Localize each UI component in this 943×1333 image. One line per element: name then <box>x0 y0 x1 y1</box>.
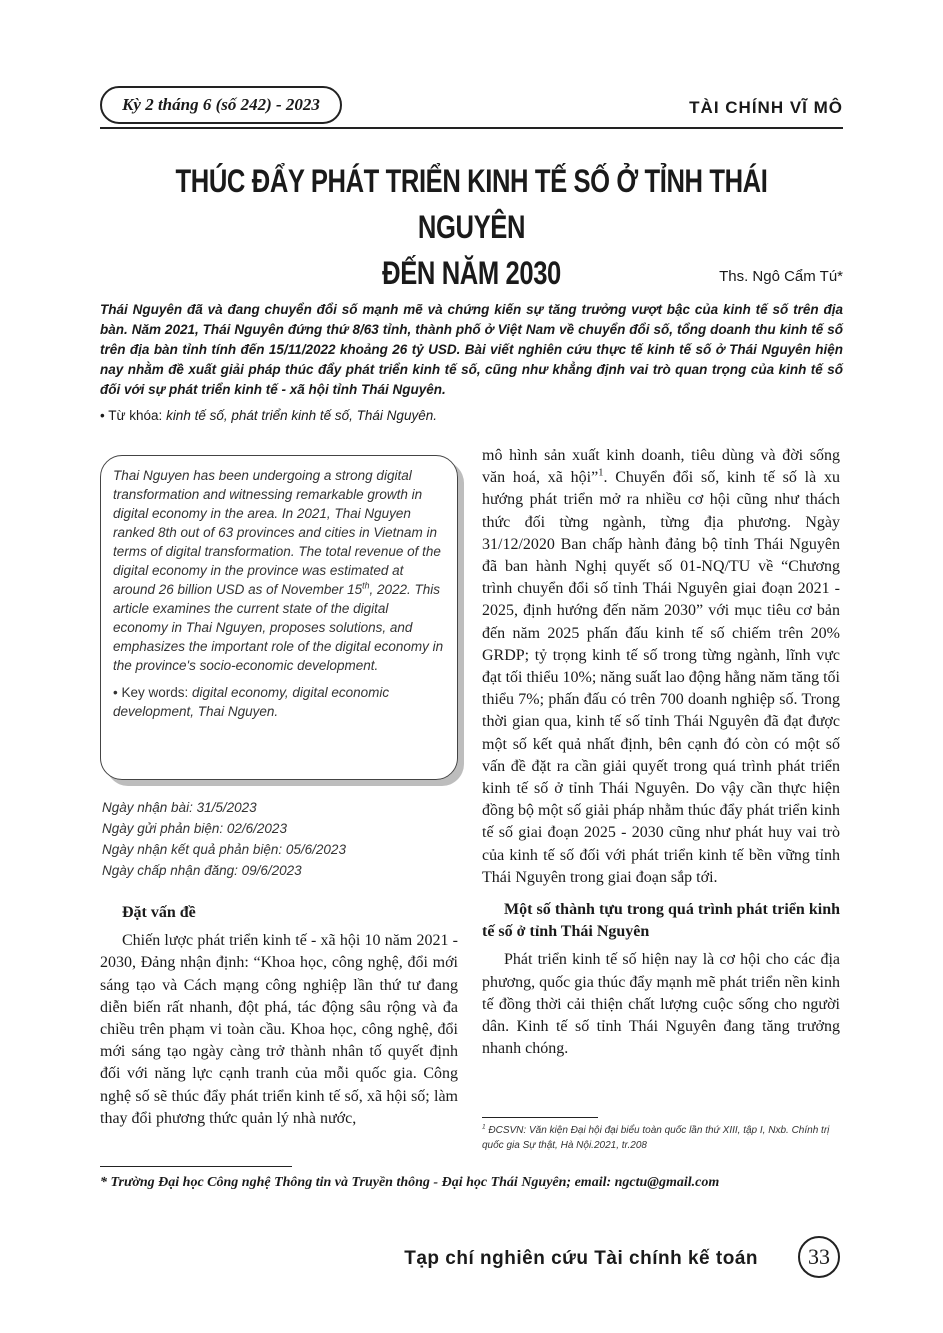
issue-badge: Kỳ 2 tháng 6 (số 242) - 2023 <box>100 86 342 124</box>
author: Ths. Ngô Cẩm Tú* <box>719 268 843 285</box>
date-accepted: Ngày chấp nhận đăng: 09/6/2023 <box>102 863 302 878</box>
article-title <box>174 158 768 296</box>
date-review-result: Ngày nhận kết quả phản biện: 05/6/2023 <box>102 842 346 857</box>
paragraph: Chiến lược phát triển kinh tế - xã hội 10 năm 2021 - 2030, Đảng nhận định: “Khoa học, công nghệ, đổi mới sáng tạo và Cách mạng công nghiệp lần thứ tư đang diễn biến rất nhanh, đột phá, tác động sâu rộng và đa chiều trên phạm vi toàn cầu. Khoa học, công nghệ, đổi mới sáng tạo ngày càng trở thành nhân tố quyết định đối với năng lực cạnh tranh của mỗi quốc gia. Công nghệ số sẽ thúc đẩy phát triển kinh tế số, xã hội số; làm thay đổi phương thức quản lý nhà nước, <box>100 932 458 1127</box>
left-column <box>100 902 458 1130</box>
footnote-divider <box>482 1117 598 1118</box>
author-affiliation: * Trường Đại học Công nghệ Thông tin và Truyền thông - Đại học Thái Nguyên; email: ngctu@gmail.com <box>100 1175 720 1190</box>
keywords-label: • Từ khóa: <box>100 408 163 423</box>
title-line-2: ĐẾN NĂM 2030 <box>382 255 561 291</box>
footnote-reference: $^1$ ĐCSVN: Văn kiện Đại hội đại biểu toàn quốc lần thứ XIII, tập I, Nxb. Chính trị quốc gia Sự thật, Hà Nội.2021, tr.208 <box>482 1123 830 1151</box>
keywords-value: kinh tế số, phát triển kinh tế số, Thái Nguyên. <box>166 408 437 423</box>
author-note-divider <box>100 1166 292 1167</box>
abstract-english: Thai Nguyen has been undergoing a strong digital transformation and witnessing remarkable growth in digital economy in the area. In 2021, Thai Nguyen ranked 8th out of 63 provinces and cities in Vietnam in terms of digital transformation. The total revenue of the digital economy in the province was estimated at around 26 billion USD as of November 15th, 2022. This article examines the current state of the digital economy in Thai Nguyen, proposes solutions, and emphasizes the important role of the digital economy in the province's socio-economic development. <box>113 468 444 673</box>
section-heading-achievements: Một số thành tựu trong quá trình phát triển kinh tế số ở tỉnh Thái Nguyên <box>482 901 840 941</box>
journal-name: Tạp chí nghiên cứu Tài chính kế toán <box>404 1248 758 1269</box>
keywords-english-value: digital economy, digital economic development, Thai Nguyen. <box>113 685 390 719</box>
date-received: Ngày nhận bài: 31/5/2023 <box>102 800 257 815</box>
keywords-vietnamese <box>100 406 437 426</box>
keywords-english-label: • Key words: <box>113 685 189 700</box>
paragraph: Phát triển kinh tế số hiện nay là cơ hội cho các địa phương, quốc gia thúc đẩy mạnh mẽ phát triển nền kinh tế đồng thời cải thiện chất lượng cuộc sống cho người dân. Kinh tế số tỉnh Thái Nguyên đang tăng trưởng nhanh chóng. <box>482 951 840 1058</box>
paragraph: mô hình sản xuất kinh doanh, tiêu dùng và đời sống văn hoá, xã hội”$^1$. Chuyển đổi số, kinh tế số là xu hướng phát triển mở ra nhiều cơ hội cũng như thách thức đối từng ngành, từng địa phương. Ngày 31/12/2020 Ban chấp hành đảng bộ tỉnh Thái Nguyên đã ban hành Nghị quyết số 01-NQ/TU về “Chương trình chuyển đổi số tỉnh Thái Nguyên giai đoạn 2021 - 2025, định hướng đến năm 2030” với mục tiêu cơ bản đến năm 2025 phấn đấu kinh tế số chiếm trên 20% GRDP; tỷ trọng kinh tế số trong từng ngành, lĩnh vực đạt tối thiểu 10%; năng suất lao động hằng năm tăng tối thiểu 7%; phấn đấu có trên 700 doanh nghiệp số. Trong thời gian qua, kinh tế số tỉnh Thái Nguyên đã đạt được một số kết quả nhất định, bên cạnh đó còn có một số vấn đề đặt ra cần giải quyết trong quá trình phát triển kinh tế số ở tỉnh Thái Nguyên. Do vậy cần thực hiện đồng bộ một số giải pháp nhằm thúc đẩy phát triển kinh tế số giai đoạn 2025 - 2030 cũng như phát huy vai trò của kinh tế số đối với phát triển kinh tế bền vững tỉnh Thái Nguyên trong giai đoạn sắp tới. <box>482 447 840 886</box>
page-number: 33 <box>798 1236 840 1278</box>
keywords-english <box>113 683 445 721</box>
submission-dates <box>102 797 346 881</box>
footnote-ref: 1 <box>598 467 604 479</box>
section-label: TÀI CHÍNH VĨ MÔ <box>689 98 843 117</box>
abstract-english-box <box>100 455 458 780</box>
abstract-vietnamese: Thái Nguyên đã và đang chuyển đổi số mạnh mẽ và chứng kiến sự tăng trưởng vượt bậc của kinh tế số trên địa bàn. Năm 2021, Thái Nguyên đứng thứ 8/63 tỉnh, thành phố ở Việt Nam về chuyển đổi số, tổng doanh thu kinh tế số trên địa bàn tỉnh tính đến 15/11/2022 khoảng 26 tỷ USD. Bài viết nghiên cứu thực tế kinh tế số ở Thái Nguyên hiện nay nhằm đề xuất giải pháp thúc đẩy phát triển kinh tế số, cũng như khẳng định vai trò quan trọng của kinh tế số đối với sự phát triển kinh tế - xã hội tỉnh Thái Nguyên. <box>100 302 843 397</box>
section-heading-intro: Đặt vấn đề <box>122 904 196 921</box>
right-column <box>482 445 840 1060</box>
title-line-1: THÚC ĐẨY PHÁT TRIỂN KINH TẾ SỐ Ở TỈNH THÁI NGUYÊN <box>175 163 768 245</box>
date-sent-review: Ngày gửi phản biện: 02/6/2023 <box>102 821 287 836</box>
header-divider <box>100 127 843 129</box>
